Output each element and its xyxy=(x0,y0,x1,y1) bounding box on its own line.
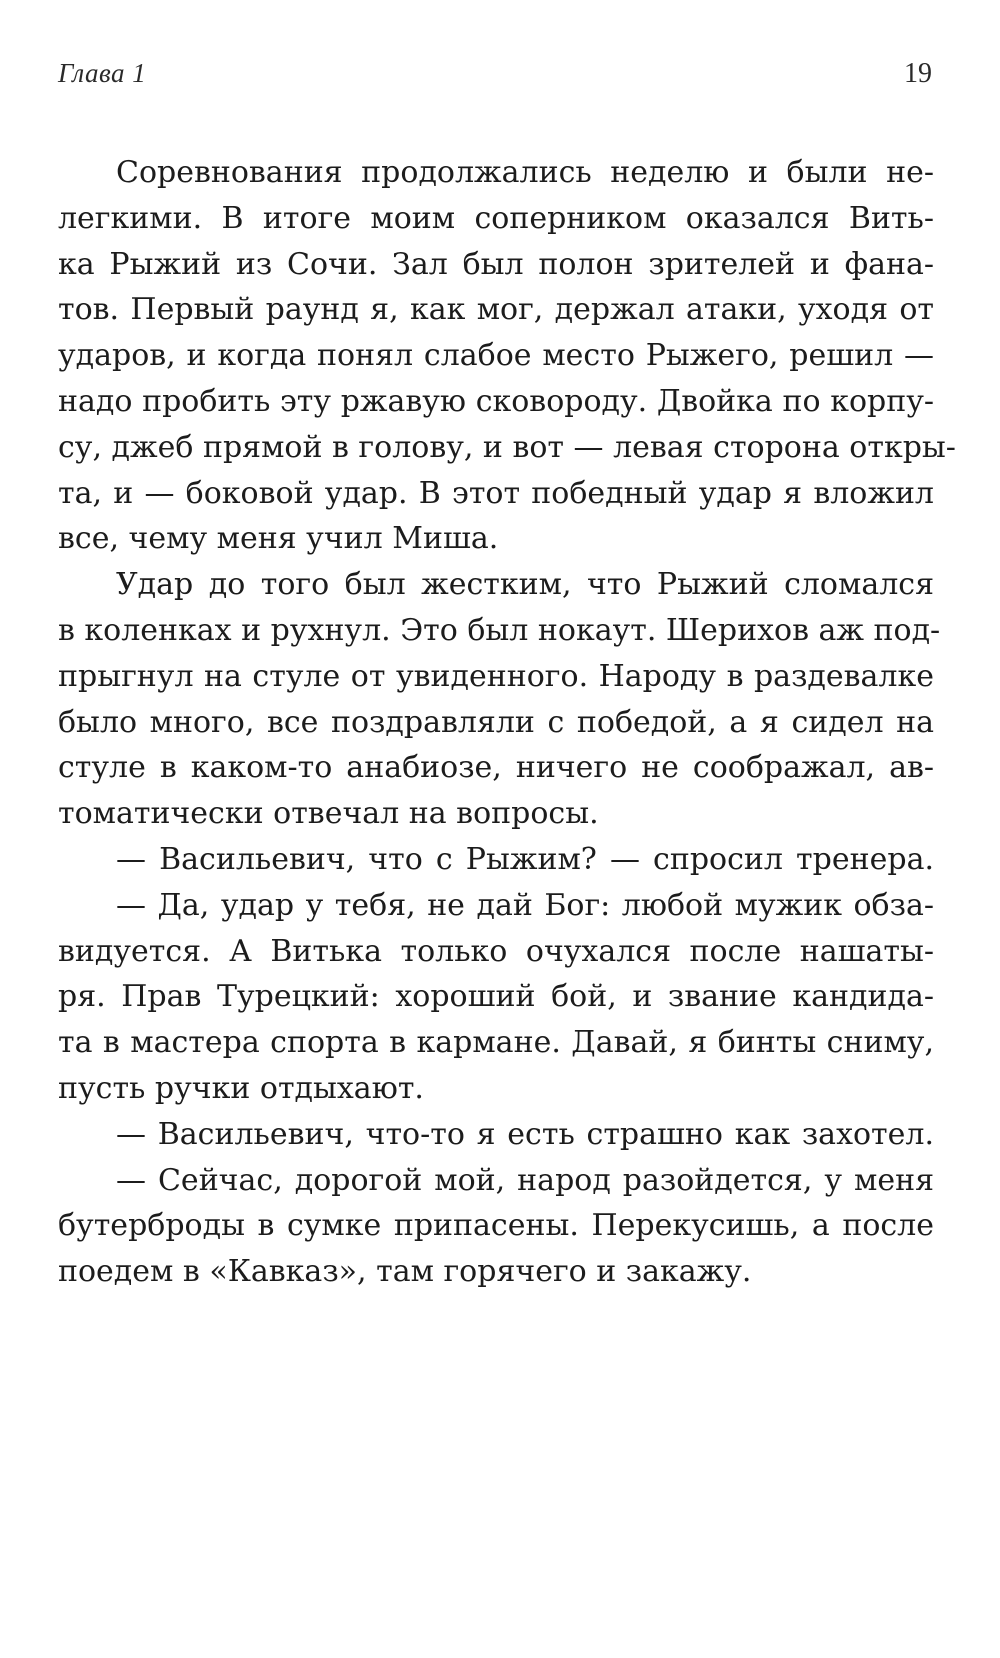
text-line: тов. Первый раунд я, как мог, держал атаки, уходя от xyxy=(58,292,934,328)
text-line: прыгнул на стуле от увиденного. Народу в раздевалке xyxy=(58,658,934,694)
text-line: — Васильевич, что-то я есть страшно как захотел. xyxy=(116,1116,934,1152)
text-line: в коленках и рухнул. Это был нокаут. Шерихов аж под- xyxy=(58,612,941,648)
text-line: стуле в каком-то анабиозе, ничего не соображал, ав- xyxy=(58,750,934,786)
text-line: ка Рыжий из Сочи. Зал был полон зрителей и фана- xyxy=(58,246,934,282)
running-head: Глава 1 xyxy=(58,58,147,88)
text-line: Удар до того был жестким, что Рыжий сломался xyxy=(116,567,934,603)
text-line: видуется. А Витька только очухался после нашаты- xyxy=(58,933,934,969)
text-line: было много, все поздравляли с победой, а я сидел на xyxy=(58,704,934,740)
text-line: пусть ручки отдыхают. xyxy=(58,1070,424,1106)
text-line: — Да, удар у тебя, не дай Бог: любой мужик обза- xyxy=(116,887,934,923)
text-line: та, и — боковой удар. В этот победный удар я вложил xyxy=(58,475,934,511)
text-line: томатически отвечал на вопросы. xyxy=(58,796,599,832)
body-text xyxy=(58,150,956,1295)
text-line: су, джеб прямой в голову, и вот — левая сторона откры- xyxy=(58,429,956,465)
text-line: Соревнования продолжались неделю и были не- xyxy=(116,155,934,190)
text-line: бутерброды в сумке припасены. Перекусишь, а после xyxy=(58,1208,934,1244)
text-line: — Сейчас, дорогой мой, народ разойдется, у меня xyxy=(116,1162,934,1198)
page-header xyxy=(58,58,932,98)
text-line: надо пробить эту ржавую сковороду. Двойка по корпу- xyxy=(58,383,934,419)
text-line: ударов, и когда понял слабое место Рыжего, решил — xyxy=(58,338,934,374)
text-line: ря. Прав Турецкий: хороший бой, и звание кандида- xyxy=(58,979,934,1015)
page-number: 19 xyxy=(904,58,932,89)
text-line: поедем в «Кавказ», там горячего и закажу. xyxy=(58,1254,752,1290)
text-line: та в мастера спорта в кармане. Давай, я бинты сниму, xyxy=(58,1025,934,1061)
text-line: легкими. В итоге моим соперником оказался Вить- xyxy=(58,200,934,236)
text-line: — Васильевич, что с Рыжим? — спросил тренера. xyxy=(116,841,934,877)
text-line: все, чему меня учил Миша. xyxy=(58,521,499,557)
